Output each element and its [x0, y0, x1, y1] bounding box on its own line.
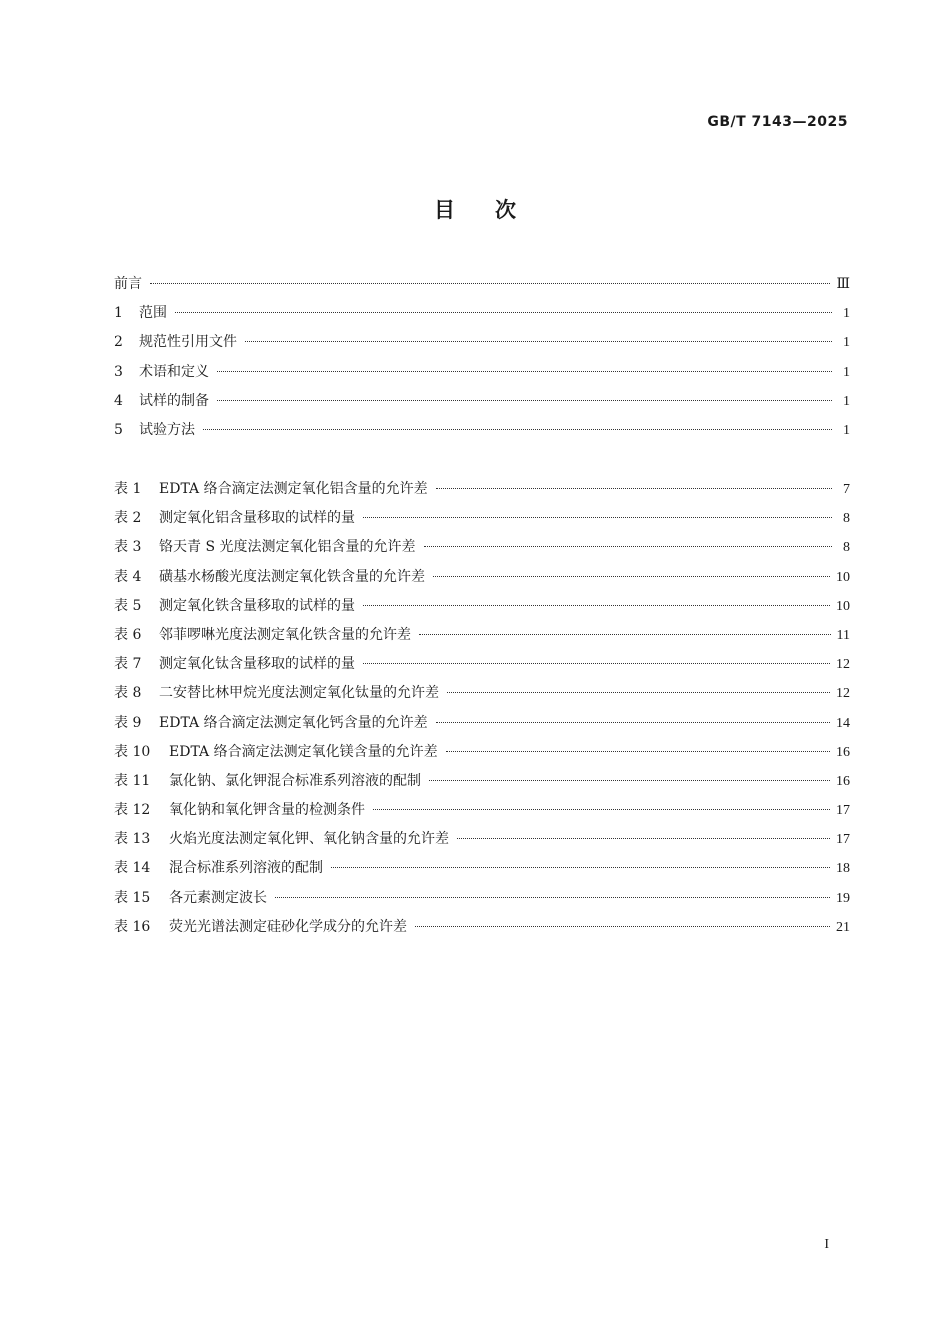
toc-entry-label	[114, 479, 428, 499]
toc-entry-page: Ⅲ	[836, 277, 850, 292]
dot-leader	[217, 400, 832, 401]
toc-table-entry[interactable]	[114, 829, 850, 858]
toc-table-entry[interactable]	[114, 479, 850, 508]
toc-entry-page: 16	[836, 744, 850, 760]
toc-entry-text: 规范性引用文件	[139, 334, 237, 351]
toc-entry-number: 表 16	[114, 918, 151, 935]
toc-entry-text: 荧光光谱法测定硅砂化学成分的允许差	[169, 918, 407, 935]
toc-entry-label	[114, 625, 411, 645]
toc-entry-page: 12	[836, 686, 850, 702]
toc-tables-list	[114, 479, 850, 946]
toc-entry-page: 7	[843, 482, 850, 497]
dot-leader	[150, 283, 830, 284]
toc-table-entry[interactable]	[114, 917, 850, 946]
toc-entry-number: 表 5	[114, 597, 142, 614]
toc-entry-page: 12	[836, 657, 850, 673]
dot-leader	[457, 838, 830, 839]
toc-table-entry[interactable]	[114, 800, 850, 829]
dot-leader	[415, 926, 830, 927]
toc-entry-label	[114, 800, 365, 820]
toc-entry-page: 10	[836, 569, 850, 585]
toc-entry-number: 表 7	[114, 656, 142, 673]
toc-section-entry[interactable]	[114, 274, 850, 303]
toc-entry-label	[114, 888, 267, 908]
toc-entry-text: EDTA 络合滴定法测定氧化镁含量的允许差	[169, 743, 438, 760]
toc-entry-page: 8	[843, 540, 850, 556]
toc-sections-list	[114, 274, 850, 449]
toc-entry-text: 前言	[114, 276, 142, 292]
dot-leader	[331, 867, 830, 868]
dot-leader	[436, 488, 832, 489]
dot-leader	[373, 809, 830, 810]
toc-entry-number: 5	[114, 421, 123, 438]
toc-entry-page: 16	[836, 773, 850, 789]
toc-table-entry[interactable]	[114, 596, 850, 625]
toc-entry-label	[114, 742, 438, 762]
toc-entry-page: 19	[836, 890, 850, 906]
toc-entry-text: 氧化钠和氧化钾含量的检测条件	[169, 802, 365, 819]
toc-entry-number: 表 12	[114, 802, 151, 819]
toc-entry-label	[114, 274, 142, 294]
toc-entry-number: 表 1	[114, 481, 142, 497]
toc-entry-text: 范围	[139, 305, 167, 322]
toc-entry-page: 1	[843, 364, 850, 380]
toc-entry-text: 试验方法	[139, 421, 195, 438]
toc-entry-number: 表 13	[114, 831, 151, 848]
page-number: I	[824, 1237, 829, 1252]
toc-entry-text: 各元素测定波长	[169, 889, 267, 906]
toc-entry-label	[114, 508, 355, 528]
dot-leader	[363, 663, 830, 664]
toc-table-entry[interactable]	[114, 654, 850, 683]
toc-table-entry[interactable]	[114, 771, 850, 800]
dot-leader	[436, 722, 830, 723]
toc-entry-label	[114, 596, 355, 616]
dot-leader	[217, 371, 832, 372]
toc-entry-label	[114, 858, 323, 878]
toc-entry-label	[114, 567, 425, 587]
toc-entry-text: 火焰光度法测定氧化钾、氧化钠含量的允许差	[169, 831, 449, 848]
toc-entry-text: 邻菲啰啉光度法测定氧化铁含量的允许差	[159, 626, 411, 643]
toc-entry-page: 8	[843, 511, 850, 527]
toc-entry-label	[114, 771, 421, 791]
toc-entry-number: 表 6	[114, 626, 142, 643]
toc-entry-text: 混合标准系列溶液的配制	[169, 860, 323, 877]
toc-table-entry[interactable]	[114, 508, 850, 537]
toc-entry-page: 10	[836, 598, 850, 614]
toc-entry-label	[114, 654, 355, 674]
toc-entry-page: 17	[836, 832, 850, 848]
toc-entry-number: 表 9	[114, 714, 142, 731]
toc-entry-text: EDTA 络合滴定法测定氧化铝含量的允许差	[159, 481, 428, 497]
toc-entry-page: 1	[843, 335, 850, 351]
toc-entry-text: 试样的制备	[139, 392, 209, 409]
toc-entry-text: 测定氧化铝含量移取的试样的量	[159, 510, 355, 527]
toc-table-entry[interactable]	[114, 713, 850, 742]
toc-entry-page: 21	[836, 919, 850, 935]
toc-entry-page: 18	[836, 861, 850, 877]
toc-entry-text: 磺基水杨酸光度法测定氧化铁含量的允许差	[159, 568, 425, 585]
dot-leader	[363, 517, 832, 518]
toc-entry-number: 表 8	[114, 685, 142, 702]
toc-entry-text: EDTA 络合滴定法测定氧化钙含量的允许差	[159, 714, 428, 731]
toc-entry-text: 铬天青 S 光度法测定氧化铝含量的允许差	[159, 539, 416, 556]
toc-table-entry[interactable]	[114, 683, 850, 712]
toc-entry-number: 3	[114, 363, 123, 380]
dot-leader	[429, 780, 830, 781]
toc-entry-page: 14	[836, 715, 850, 731]
toc-entry-label	[114, 829, 449, 849]
toc-section-entry[interactable]	[114, 391, 850, 420]
toc-entry-label	[114, 332, 237, 352]
dot-leader	[433, 576, 830, 577]
toc-entry-text: 术语和定义	[139, 363, 209, 380]
dot-leader	[275, 897, 830, 898]
toc-table-entry[interactable]	[114, 858, 850, 887]
dot-leader	[424, 546, 833, 547]
dot-leader	[175, 312, 832, 313]
toc-entry-label	[114, 391, 209, 411]
dot-leader	[446, 751, 830, 752]
toc-entry-text: 氯化钠、氯化钾混合标准系列溶液的配制	[169, 772, 421, 789]
toc-entry-text: 二安替比林甲烷光度法测定氧化钛量的允许差	[159, 685, 439, 702]
dot-leader	[363, 605, 830, 606]
toc-entry-page: 1	[843, 393, 850, 409]
dot-leader	[419, 634, 831, 635]
toc-entry-number: 表 10	[114, 743, 151, 760]
dot-leader	[203, 429, 832, 430]
toc-entry-label	[114, 420, 195, 440]
toc-entry-label	[114, 683, 439, 703]
toc-table-entry[interactable]	[114, 888, 850, 917]
toc-entry-label	[114, 303, 167, 323]
toc-section-entry[interactable]	[114, 332, 850, 361]
toc-entry-text: 测定氧化钛含量移取的试样的量	[159, 656, 355, 673]
toc-entry-number: 表 14	[114, 860, 151, 877]
toc-section-entry[interactable]	[114, 362, 850, 391]
toc-entry-number: 2	[114, 334, 123, 351]
toc-entry-page: 1	[843, 306, 850, 322]
toc-entry-text: 测定氧化铁含量移取的试样的量	[159, 597, 355, 614]
toc-entry-number: 表 15	[114, 889, 151, 906]
dot-leader	[447, 692, 830, 693]
toc-entry-label	[114, 537, 416, 557]
dot-leader	[245, 341, 832, 342]
toc-table-entry[interactable]	[114, 625, 850, 654]
standard-code: GB/T 7143—2025	[707, 114, 848, 130]
toc-table-entry[interactable]	[114, 567, 850, 596]
toc-entry-number: 表 2	[114, 510, 142, 527]
toc-entry-label	[114, 362, 209, 382]
toc-entry-number: 表 4	[114, 568, 142, 585]
toc-entry-label	[114, 917, 407, 937]
toc-table-entry[interactable]	[114, 537, 850, 566]
toc-section-entry[interactable]	[114, 303, 850, 332]
toc-entry-page: 17	[836, 803, 850, 819]
toc-entry-number: 1	[114, 305, 123, 322]
toc-section-entry[interactable]	[114, 420, 850, 449]
toc-entry-page: 1	[843, 422, 850, 438]
toc-entry-number: 表 3	[114, 539, 142, 556]
toc-entry-number: 4	[114, 392, 123, 409]
toc-entry-page: 11	[836, 627, 850, 643]
toc-entry-number: 表 11	[114, 772, 151, 789]
toc-table-entry[interactable]	[114, 742, 850, 771]
toc-entry-label	[114, 713, 428, 733]
page-title: 目次	[434, 198, 556, 222]
